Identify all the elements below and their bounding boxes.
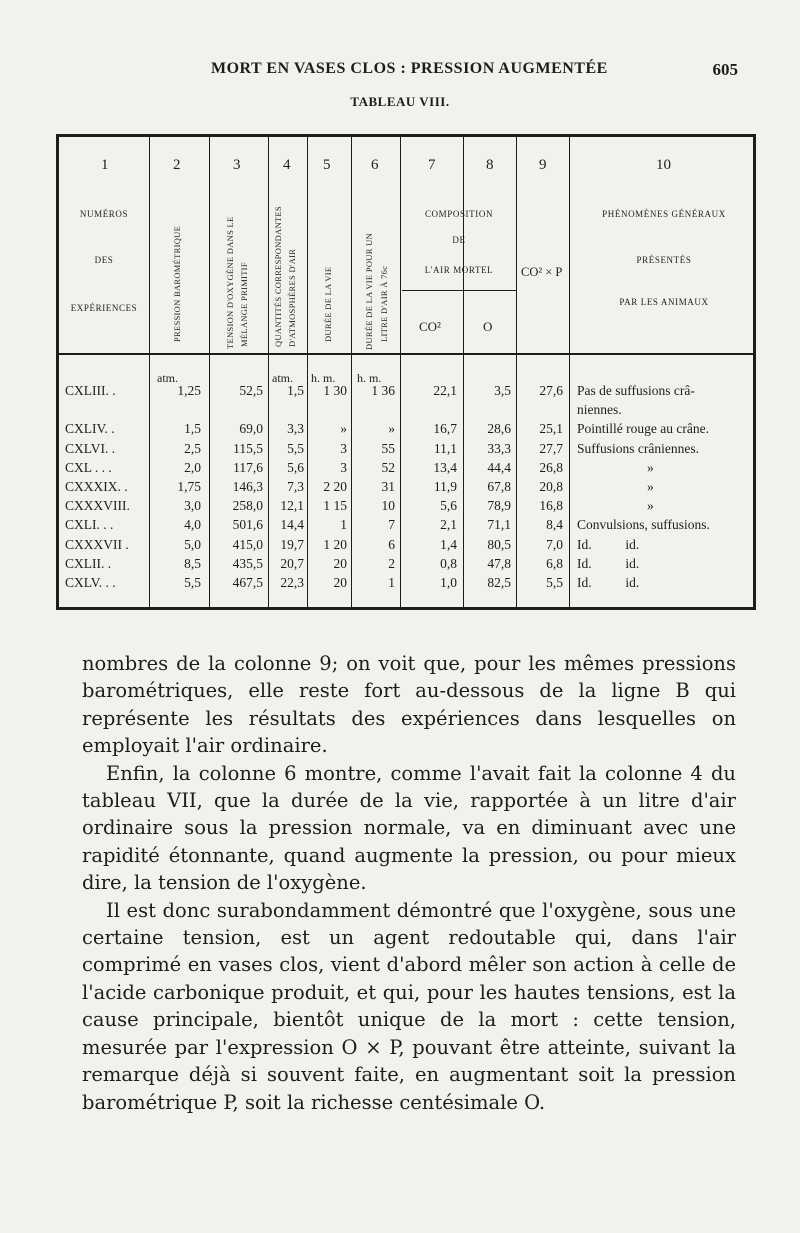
header-co2: CO² (419, 319, 441, 334)
column-number: 8 (486, 157, 494, 173)
table-cell-co2: 11,9 (433, 479, 457, 494)
table-cell-o: 82,5 (487, 575, 511, 590)
table-cell-co2: 11,1 (433, 440, 457, 456)
table-cell-d1: » (388, 421, 395, 437)
table-cell-phen: Id. id. (577, 555, 640, 571)
unit-atm: atm. (272, 371, 293, 385)
table-cell-t: 146,3 (232, 479, 263, 494)
table-cell-d: 1 (340, 517, 347, 533)
table-cell-phen: Id. id. (577, 536, 640, 552)
table-row (59, 479, 753, 498)
table-cell-p: 5,5 (184, 575, 201, 590)
unit-hm: h. m. (357, 371, 382, 385)
table-cell-d1: 1 (388, 575, 395, 590)
table-cell-p: 1,5 (184, 421, 201, 437)
table-cell-d1: 2 (388, 555, 395, 571)
header-quantites-a: QUANTITÉS CORRESPONDANTES (273, 206, 283, 347)
page-header (56, 60, 740, 84)
table-cell-num: CXXXVIII. (65, 498, 130, 514)
table-cell-phen: Id. id. (577, 575, 640, 590)
column-number: 7 (428, 157, 436, 173)
header-presentes: PRÉSENTÉS (636, 255, 692, 265)
unit-hm: h. m. (311, 371, 336, 385)
table-row (59, 517, 753, 536)
table-cell-t: 69,0 (239, 421, 263, 437)
header-composition-de: DE (452, 235, 466, 245)
table-cell-q: 7,3 (287, 479, 304, 494)
table-row (59, 383, 753, 402)
column-number: 2 (173, 157, 181, 173)
table-cell-q: 19,7 (280, 536, 304, 552)
table-cell-co2p: 25,1 (539, 421, 563, 437)
table-cell-q: 5,5 (287, 440, 304, 456)
table-row (59, 421, 753, 440)
table-cell-q: 1,5 (287, 383, 304, 398)
table-cell-co2: 5,6 (440, 498, 457, 514)
data-table (56, 134, 756, 610)
table-cell-t: 435,5 (232, 555, 263, 571)
table-cell-t: 501,6 (232, 517, 263, 533)
header-duree-litre-b: LITRE D'AIR À 76c (379, 265, 389, 342)
header-tension-b: MÉLANGE PRIMITIF (239, 262, 249, 347)
table-cell-phen: » (647, 459, 654, 475)
paragraph: Il est donc surabondamment démontré que l'oxygène, sous une certaine tension, est un agent redoutable qui, dans l'air comprimé en vases clos, vient d'abord mêler son action à celle de l'acide carbonique produit, et qui, pour les hautes tensions, est la cause principale, bientôt unique de la mort : cette tension, mesurée par l'expression O × P, pouvant être atteinte, suivant la remarque déjà si souvent faite, en augmentant soit la pression barométrique P, soit la richesse centésimale O. (82, 898, 736, 1114)
header-des: DES (94, 255, 114, 265)
header-co2xp: CO² × P (521, 265, 563, 279)
table-row (59, 556, 753, 575)
table-cell-num: CXXXIX. . (65, 479, 128, 494)
running-title: MORT EN VASES CLOS : PRESSION AUGMENTÉE (211, 60, 608, 77)
table-cell-co2: 2,1 (440, 517, 457, 533)
table-cell-d: 2 20 (323, 479, 347, 494)
table-cell-t: 115,5 (233, 440, 263, 456)
table-cell-d1: 52 (381, 459, 395, 475)
header-o: O (483, 319, 493, 334)
table-row (59, 460, 753, 479)
table-cell-d: » (340, 421, 347, 437)
table-cell-co2p: 8,4 (546, 517, 563, 533)
table-cell-q: 3,3 (287, 421, 304, 437)
column-number: 3 (233, 157, 241, 173)
table-cell-co2p: 20,8 (539, 479, 563, 494)
table-cell-co2p: 6,8 (546, 555, 563, 571)
table-cell-co2p: 27,6 (539, 383, 563, 398)
table-cell-p: 1,75 (177, 479, 201, 494)
table-cell-num: CXL . . . (65, 459, 112, 475)
header-rule (59, 353, 753, 355)
table-cell-co2p: 16,8 (539, 498, 563, 514)
table-cell-d: 20 (333, 555, 347, 571)
table-cell-phen: Convulsions, suffusions. (577, 517, 710, 533)
table-cell-co2: 1,4 (440, 536, 457, 552)
table-cell-p: 2,5 (184, 440, 201, 456)
table-cell-co2p: 27,7 (539, 440, 563, 456)
table-cell-co2p: 26,8 (539, 459, 563, 475)
table-cell-co2: 22,1 (433, 383, 457, 398)
table-cell-co2: 1,0 (440, 575, 457, 590)
composition-divider (463, 290, 464, 353)
column-number: 6 (371, 157, 379, 173)
table-row (59, 441, 753, 460)
table-cell-d1: 31 (381, 479, 395, 494)
table-cell-d1: 1 36 (371, 383, 395, 398)
table-cell-d: 3 (340, 440, 347, 456)
table-cell-num: CXLI. . . (65, 517, 114, 533)
table-cell-q: 14,4 (280, 517, 304, 533)
table-cell-num: CXLV. . . (65, 575, 116, 590)
table-row (59, 498, 753, 517)
table-cell-d: 3 (340, 459, 347, 475)
header-numeros: NUMÉROS (79, 209, 129, 219)
table-cell-t: 258,0 (232, 498, 263, 514)
paragraph: nombres de la colonne 9; on voit que, pour les mêmes pressions barométriques, elle reste fort au-dessous de la ligne B qui représente les résultats des expériences dans lesquelles on employait l'air ordinaire. (82, 652, 736, 758)
column-number: 5 (323, 157, 331, 173)
table-cell-num: CXLII. . (65, 555, 112, 571)
table-cell-d: 1 20 (323, 536, 347, 552)
table-cell-t: 415,0 (232, 536, 263, 552)
header-quantites-b: D'ATMOSPHÈRES D'AIR (287, 248, 297, 347)
header-experiences: EXPÉRIENCES (70, 303, 138, 313)
table-cell-d1: 10 (381, 498, 395, 514)
column-number: 10 (656, 157, 671, 173)
table-cell-p: 4,0 (184, 517, 201, 533)
table-row (59, 537, 753, 556)
table-cell-num: CXLIV. . (65, 421, 115, 437)
composition-rule (402, 290, 516, 291)
table-cell-p: 2,0 (184, 459, 201, 475)
table-cell-t: 52,5 (239, 383, 263, 398)
table-cell-d: 1 15 (323, 498, 347, 514)
table-cell-o: 3,5 (494, 383, 511, 398)
table-cell-p: 8,5 (184, 555, 201, 571)
table-title: TABLEAU VIII. (350, 94, 450, 109)
table-cell-o: 47,8 (487, 555, 511, 571)
table-cell-d1: 7 (388, 517, 395, 533)
table-cell-q: 22,3 (280, 575, 304, 590)
table-cell-o: 28,6 (487, 421, 511, 437)
table-cell-t: 467,5 (232, 575, 263, 590)
table-cell-o: 44,4 (487, 459, 511, 475)
table-cell-o: 71,1 (487, 517, 511, 533)
table-cell-d1: 6 (388, 536, 395, 552)
table-cell-q: 5,6 (287, 459, 304, 475)
table-row (59, 575, 753, 594)
column-number: 1 (101, 157, 109, 173)
column-number: 4 (283, 157, 291, 173)
table-cell-co2: 16,7 (433, 421, 457, 437)
table-cell-phen: Pointillé rouge au crâne. (577, 421, 709, 437)
table-cell-co2: 13,4 (433, 459, 457, 475)
table-cell-co2p: 5,5 (546, 575, 563, 590)
table-cell-phen: niennes. (577, 402, 622, 418)
table-cell-o: 80,5 (487, 536, 511, 552)
table-cell-d1: 55 (381, 440, 395, 456)
table-cell-phen: » (647, 479, 654, 494)
table-cell-num: CXLVI. . (65, 440, 116, 456)
header-tension-a: TENSION D'OXYGÈNE DANS LE (225, 216, 235, 349)
page-number: 605 (712, 60, 738, 79)
body-text (82, 650, 736, 1116)
table-cell-q: 20,7 (280, 555, 304, 571)
column-number: 9 (539, 157, 547, 173)
table-cell-p: 3,0 (184, 498, 201, 514)
table-cell-num: CXXXVII . (65, 536, 129, 552)
paragraph: Enfin, la colonne 6 montre, comme l'avait fait la colonne 4 du tableau VII, que la durée de la vie, rapportée à un litre d'air ordinaire sous la pression normale, va en diminuant avec une rapidité étonnante, quand augmente la pression, ou pour mieux dire, la tension de l'oxygène. (82, 761, 736, 895)
header-duree: DURÉE DE LA VIE (323, 266, 333, 342)
table-cell-o: 33,3 (487, 440, 511, 456)
table-cell-p: 5,0 (184, 536, 201, 552)
table-cell-q: 12,1 (280, 498, 304, 514)
header-air-mortel: L'AIR MORTEL (424, 265, 494, 275)
header-pression: PRESSION BAROMÉTRIQUE (172, 225, 182, 342)
header-composition: COMPOSITION (424, 209, 494, 219)
table-cell-t: 117,6 (233, 459, 263, 475)
table-cell-num: CXLIII. . (65, 383, 116, 398)
header-animaux: PAR LES ANIMAUX (619, 297, 709, 307)
table-cell-p: 1,25 (177, 383, 201, 398)
header-duree-litre-a: DURÉE DE LA VIE POUR UN (364, 232, 374, 350)
table-cell-co2p: 7,0 (546, 536, 563, 552)
table-cell-phen: Suffusions crâniennes. (577, 440, 699, 456)
table-row (59, 402, 753, 421)
table-cell-phen: Pas de suffusions crâ- (577, 383, 695, 398)
table-cell-d: 1 30 (323, 383, 347, 398)
table-cell-d: 20 (333, 575, 347, 590)
table-cell-o: 67,8 (487, 479, 511, 494)
table-cell-phen: » (647, 498, 654, 514)
unit-atm: atm. (157, 371, 178, 385)
table-cell-o: 78,9 (487, 498, 511, 514)
table-cell-co2: 0,8 (440, 555, 457, 571)
header-phenomenes: PHÉNOMÈNES GÉNÉRAUX (602, 209, 726, 219)
